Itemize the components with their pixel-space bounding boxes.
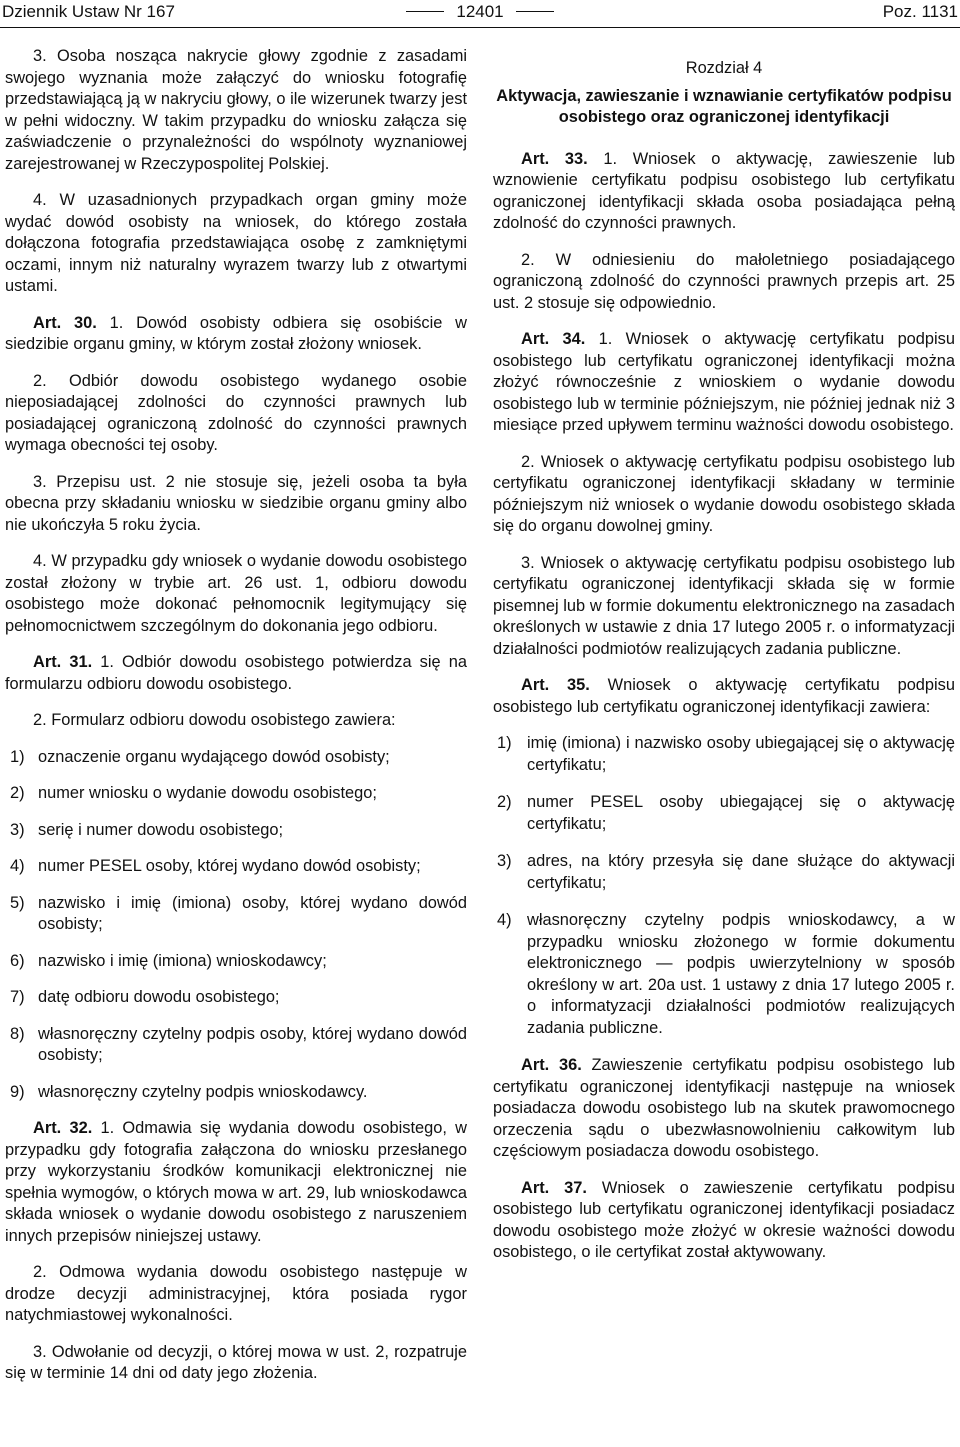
page-number-text: 12401 bbox=[456, 2, 504, 21]
paragraph: 3. Przepisu ust. 2 nie stosuje się, jeżeli osoba ta była obecna przy składaniu wniosku w siedzibie organu gminy albo nie ukończyła 5 roku życia. bbox=[5, 472, 467, 534]
item-number: 2) bbox=[10, 784, 25, 802]
list-item bbox=[11, 893, 467, 936]
item-number: 3) bbox=[10, 820, 25, 839]
item-text: datę odbioru dowodu osobistego; bbox=[38, 988, 280, 1006]
item-number: 5) bbox=[10, 893, 25, 912]
list-item bbox=[11, 1082, 467, 1104]
paragraph: 3. Wniosek o aktywację certyfikatu podpisu osobistego lub certyfikatu ograniczonej identyfikacji składa się w formie pisemnej lub w formie dokumentu elektronicznego na zasadach określonych w ustawie z dnia 17 lutego 2005 r. o informatyzacji działalności podmiotów realizujących zadania publiczne. bbox=[493, 553, 955, 658]
list-item bbox=[11, 951, 467, 973]
item-number: 3) bbox=[497, 852, 512, 870]
item-text: nazwisko i imię (imiona) wnioskodawcy; bbox=[38, 951, 327, 970]
item-number: 8) bbox=[10, 1024, 25, 1043]
list-item bbox=[11, 820, 467, 842]
item-number: 2) bbox=[497, 793, 512, 811]
article-text: 1. Wniosek o aktywację, zawieszenie lub wznowienie certyfikatu podpisu osobistego lub certyfikatu ograniczonej identyfikacji składa osoba posiadająca pełną zdolność do czynności prawnych. bbox=[493, 149, 955, 232]
article-text: 1. Dowód osobisty odbiera się osobiście w siedzibie organu gminy, w którym został złożony wniosek. bbox=[5, 313, 467, 353]
dash-right bbox=[516, 11, 554, 12]
list-item bbox=[499, 851, 955, 894]
item-text: nazwisko i imię (imiona) osoby, której wydano dowód osobisty; bbox=[38, 893, 467, 933]
item-text: numer PESEL osoby ubiegającej się o aktywację certyfikatu; bbox=[527, 793, 955, 833]
paragraph: 2. Odmowa wydania dowodu osobistego następuje w drodze decyzji administracyjnej, która posiada rygor natychmiastowej wykonalności. bbox=[5, 1263, 467, 1324]
list-item bbox=[11, 747, 467, 769]
article-text: Wniosek o zawieszenie certyfikatu podpisu osobistego lub certyfikatu ograniczonej identyfikacji posiadacz dowodu osobistego może złożyć w okresie ważności dowodu osobistego, o ile certyfikat został aktywowany. bbox=[493, 1178, 955, 1261]
paragraph: 2. Formularz odbioru dowodu osobistego zawiera: bbox=[33, 711, 396, 729]
paragraph: 4. W uzasadnionych przypadkach organ gminy może wydać dowód osobisty na wniosek, do którego została dołączona fotografia przedstawiająca osobę z zamkniętymi oczami, innym niż naturalny wyrazem twarzy lub z otwartymi ustami. bbox=[5, 191, 467, 295]
article-label: Art. 35. bbox=[521, 676, 590, 694]
item-text: numer PESEL osoby, której wydano dowód osobisty; bbox=[38, 857, 421, 875]
page-number bbox=[0, 0, 960, 24]
item-text: numer wniosku o wydanie dowodu osobistego; bbox=[38, 784, 377, 802]
chapter-title: Aktywacja, zawieszanie i wznawianie certyfikatów podpisu osobistego oraz ograniczonej identyfikacji bbox=[496, 86, 952, 126]
article-label: Art. 31. bbox=[33, 653, 93, 671]
list-item bbox=[11, 856, 467, 878]
paragraph: 2. W odniesieniu do małoletniego posiadającego ograniczoną zdolność do czynności prawnych przepis art. 25 ust. 2 stosuje się odpowiednio. bbox=[493, 250, 955, 312]
item-number: 4) bbox=[10, 857, 25, 875]
journal-title: Dziennik Ustaw Nr 167 bbox=[2, 2, 175, 21]
article-36 bbox=[493, 1055, 955, 1163]
page-header bbox=[0, 0, 960, 28]
article-30 bbox=[5, 313, 467, 356]
article-text: Wniosek o aktywację certyfikatu podpisu osobistego lub certyfikatu ograniczonej identyfikacji zawiera: bbox=[493, 676, 955, 716]
paragraph: 4. W przypadku gdy wniosek o wydanie dowodu osobistego został złożony w trybie art. 26 ust. 1, odbioru dowodu osobistego może dokonać pełnomocnik legitymujący się pełnomocnictwem szczególnym do dokonania jego odbioru. bbox=[5, 552, 467, 635]
article-text: 1. Wniosek o aktywację certyfikatu podpisu osobistego lub certyfikatu ograniczonej identyfikacji można złożyć równocześnie z wnioskiem o wydanie dowodu osobistego lub w terminie późniejszym, nie później jednak niż 3 miesiące przed upływem terminu ważności dowodu osobistego. bbox=[493, 330, 955, 434]
header-rule bbox=[0, 27, 960, 28]
article-label: Art. 33. bbox=[521, 149, 588, 168]
item-number: 9) bbox=[10, 1082, 25, 1101]
article-label: Art. 36. bbox=[521, 1056, 582, 1074]
article-label: Art. 34. bbox=[521, 330, 586, 348]
paragraph: 2. Odbiór dowodu osobistego wydanego osobie nieposiadającej zdolności do czynności prawnych lub posiadającej ograniczoną zdolność do czynności prawnych wymaga obecności tej osoby. bbox=[5, 371, 467, 454]
list-item bbox=[11, 1024, 467, 1067]
list-item bbox=[11, 987, 467, 1009]
chapter-number: Rozdział 4 bbox=[685, 59, 763, 77]
item-number: 7) bbox=[10, 988, 25, 1006]
item-text: serię i numer dowodu osobistego; bbox=[38, 820, 284, 839]
list-item bbox=[499, 733, 955, 776]
article-32 bbox=[5, 1118, 467, 1247]
article-text: Zawieszenie certyfikatu podpisu osobistego lub certyfikatu ograniczonej identyfikacji następuje na wniosek posiadacza dowodu osobistego lub na skutek prawomocnego orzeczenia sądu o ubezwłasnowolnieniu całkowitym lub częściowym posiadacza dowodu osobistego. bbox=[493, 1056, 955, 1160]
article-34 bbox=[493, 329, 955, 437]
list-item bbox=[499, 910, 955, 1039]
list-item bbox=[11, 783, 467, 805]
item-text: własnoręczny czytelny podpis wnioskodawcy, a w przypadku wniosku złożonego w formie dokumentu elektronicznego — podpis uwierzytelniony w sposób określony w art. 20a ust. 1 ustawy z dnia 17 lutego 2005 r. o informatyzacji działalności podmiotów realizujących zadania publiczne. bbox=[527, 911, 955, 1037]
item-text: imię (imiona) i nazwisko osoby ubiegającej się o aktywację certyfikatu; bbox=[527, 734, 955, 774]
item-number: 6) bbox=[10, 951, 25, 970]
article-31 bbox=[5, 652, 467, 695]
article-text: 1. Odbiór dowodu osobistego potwierdza się na formularzu odbioru dowodu osobistego. bbox=[5, 653, 467, 693]
article-label: Art. 32. bbox=[33, 1119, 93, 1137]
item-text: oznaczenie organu wydającego dowód osobisty; bbox=[38, 747, 390, 766]
article-text: 1. Odmawia się wydania dowodu osobistego, w przypadku gdy fotografia załączona do wniosku przesłanego przy wykorzystaniu środków komunikacji elektronicznej nie spełnia wymogów, o których mowa w art. 29, lub wnioskodawca składa wniosek o wydanie dowodu osobistego z naruszeniem innych przepisów niniejszej ustawy. bbox=[5, 1119, 468, 1245]
item-number: 1) bbox=[10, 747, 25, 766]
article-37 bbox=[493, 1178, 955, 1264]
dash-left bbox=[406, 11, 444, 12]
paragraph: 3. Osoba nosząca nakrycie głowy zgodnie z zasadami swojego wyznania może załączyć do wniosku fotografię przedstawiającą ją w nakryciu głowy, o ile wizerunek twarzy jest w pełni widoczny. W takim przypadku do wniosku załącza się zaświadczenie o przynależności do wspólnoty wyznaniowej zarejestrowanej w Rzeczypospolitej Polskiej. bbox=[5, 47, 467, 173]
item-number: 4) bbox=[497, 911, 512, 929]
item-text: własnoręczny czytelny podpis wnioskodawcy. bbox=[38, 1082, 368, 1101]
item-text: własnoręczny czytelny podpis osoby, której wydano dowód osobisty; bbox=[38, 1024, 467, 1064]
position-label: Poz. 1131 bbox=[882, 2, 958, 21]
left-column bbox=[5, 46, 467, 1400]
article-33 bbox=[493, 149, 955, 235]
article-label: Art. 30. bbox=[33, 313, 97, 332]
paragraph: 2. Wniosek o aktywację certyfikatu podpisu osobistego lub certyfikatu ograniczonej identyfikacji składany w terminie późniejszym niż wniosek o wydanie dowodu osobistego składa się do organu dowolnej gminy. bbox=[493, 452, 955, 535]
paragraph: 3. Odwołanie od decyzji, o której mowa w ust. 2, rozpatruje się w terminie 14 dni od daty jego złożenia. bbox=[5, 1342, 467, 1382]
article-35 bbox=[493, 675, 955, 718]
list-item bbox=[499, 792, 955, 835]
article-label: Art. 37. bbox=[521, 1178, 587, 1197]
item-number: 1) bbox=[497, 734, 512, 752]
item-text: adres, na który przesyła się dane służące do aktywacji certyfikatu; bbox=[527, 852, 955, 892]
right-column bbox=[493, 46, 955, 1279]
